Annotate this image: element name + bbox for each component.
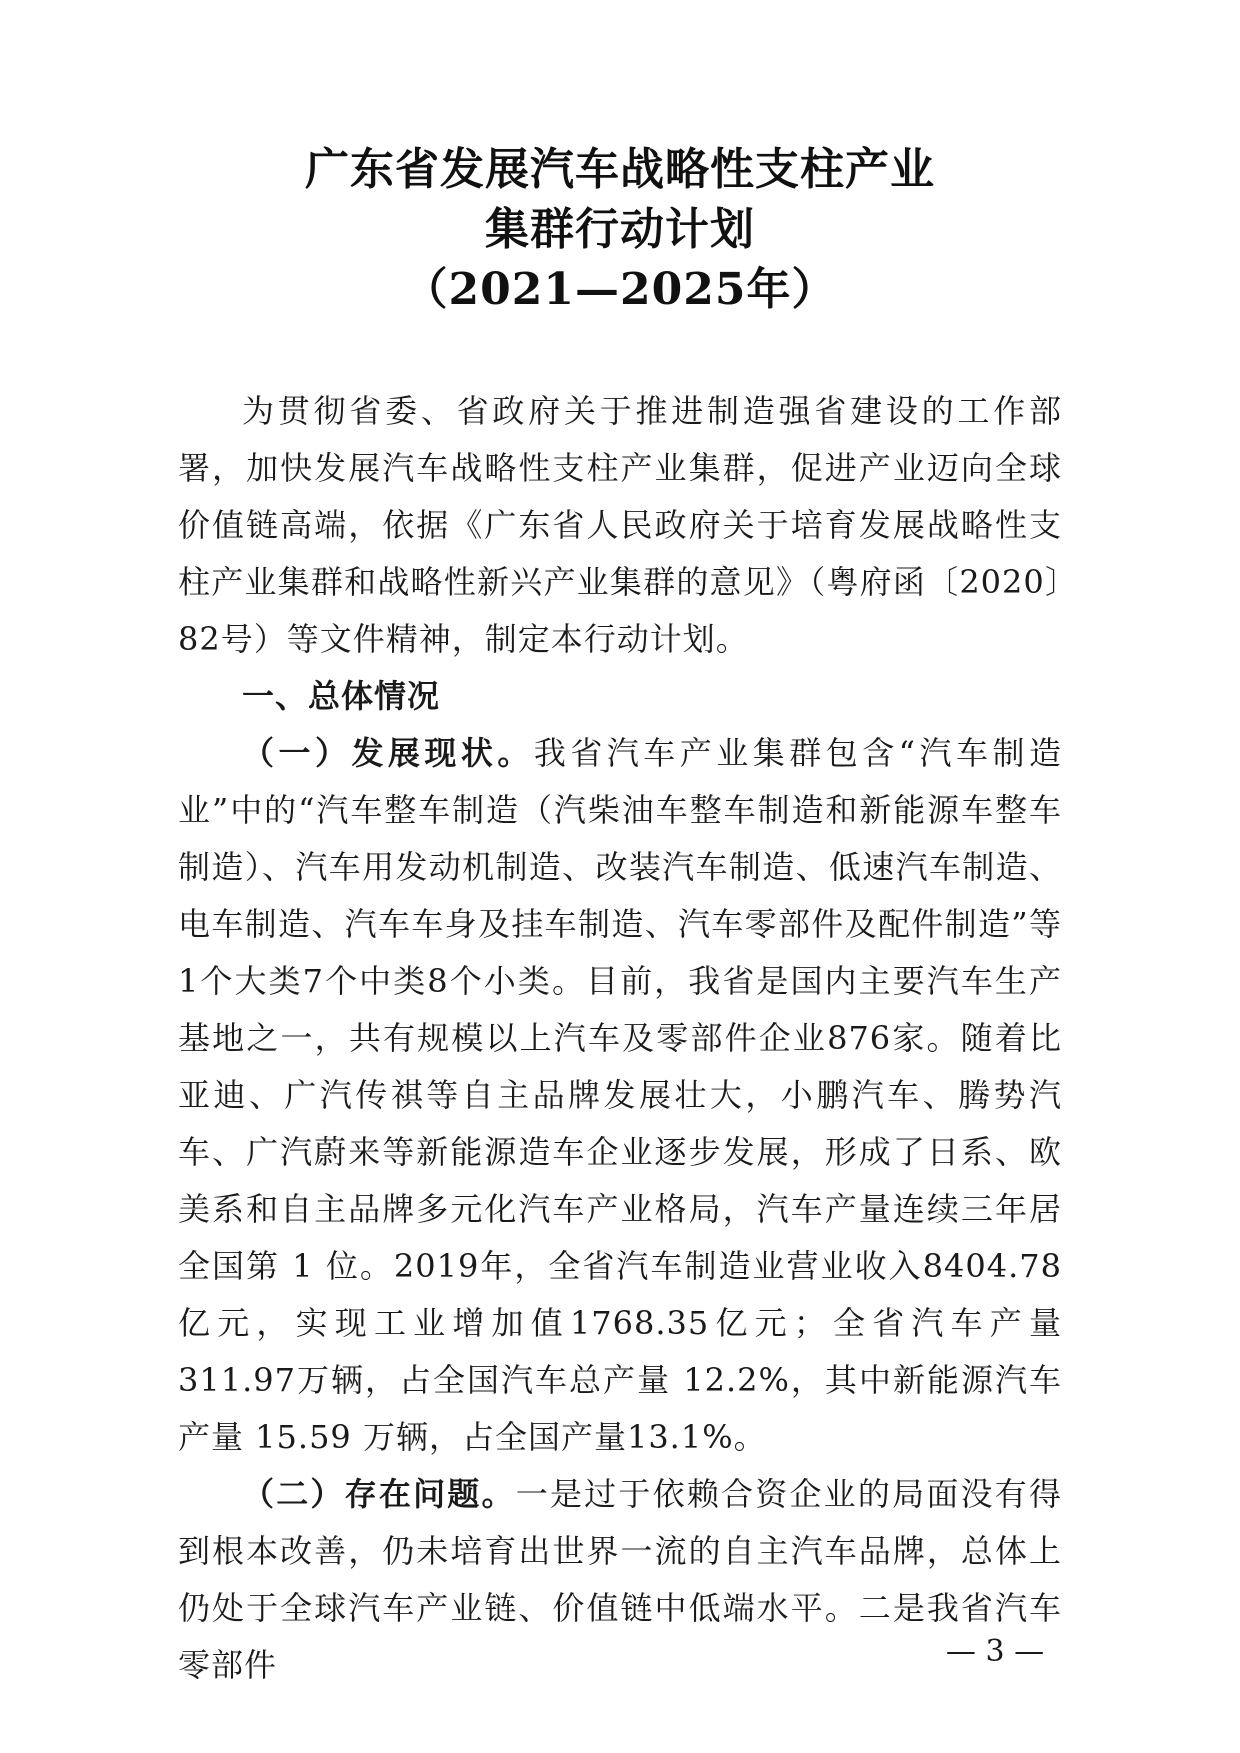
document-title (0, 140, 1240, 320)
title-line-3: （2021—2025年） (403, 264, 837, 315)
status-lead: （一）发展现状。 (242, 734, 534, 772)
problems-body: 一是过于依赖合资企业的局面没有得到根本改善，仍未培育出世界一流的自主汽车品牌，总体上仍处于全球汽车产业链、价值链中低端水平。二是我省汽车零部件 (178, 1475, 1062, 1684)
status-paragraph (178, 725, 1062, 1466)
page-number: — 3 — (945, 1634, 1045, 1669)
title-line-1: 广东省发展汽车战略性支柱产业 (305, 144, 935, 195)
document-body (178, 383, 1062, 1694)
intro-paragraph: 为贯彻省委、省政府关于推进制造强省建设的工作部署，加快发展汽车战略性支柱产业集群，促进产业迈向全球价值链高端，依据《广东省人民政府关于培育发展战略性支柱产业集群和战略性新兴产业集群的意见》（粤府函〔2020〕82号）等文件精神，制定本行动计划。 (178, 392, 1062, 658)
status-body: 我省汽车产业集群包含“汽车制造业”中的“汽车整车制造（汽柴油车整车制造和新能源车整车制造）、汽车用发动机制造、改装汽车制造、低速汽车制造、电车制造、汽车车身及挂车制造、汽车零部件及配件制造”等1个大类7个中类8个小类。目前，我省是国内主要汽车生产基地之一，共有规模以上汽车及零部件企业876家。随着比亚迪、广汽传祺等自主品牌发展壮大，小鹏汽车、腾势汽车、广汽蔚来等新能源造车企业逐步发展，形成了日系、欧美系和自主品牌多元化汽车产业格局，汽车产量连续三年居全国第 1 位。2019年，全省汽车制造业营业收入8404.78亿元，实现工业增加值1768.35亿元；全省汽车产量311.97万辆，占全国汽车总产量 12.2%，其中新能源汽车产量 15.59 万辆，占全国产量13.1%。 (178, 734, 1062, 1456)
title-line-2: 集群行动计划 (485, 204, 755, 255)
section-heading-overview: 一、总体情况 (242, 677, 441, 715)
problems-lead: （二）存在问题。 (242, 1475, 516, 1513)
